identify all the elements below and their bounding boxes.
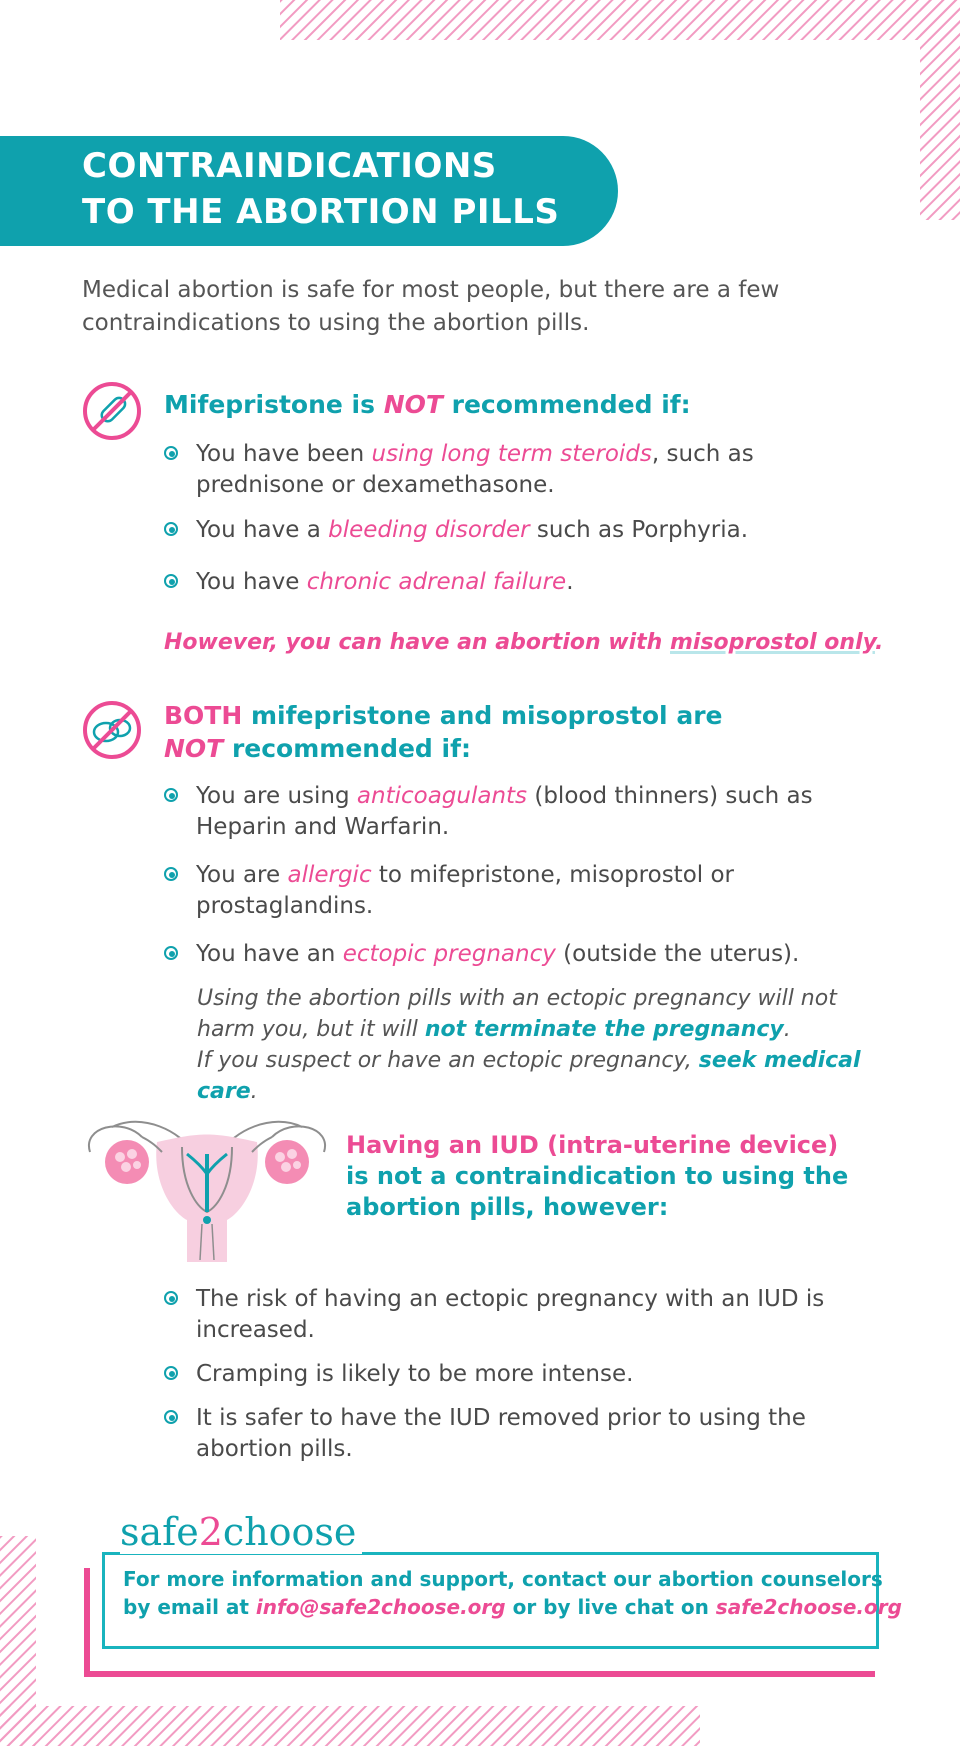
bullet-dot-icon <box>164 446 178 460</box>
contact-line-1: For more information and support, contact our abortion counselors <box>123 1567 883 1591</box>
logo-text-choose: choose <box>222 1510 357 1554</box>
note-emphasis: not terminate the pregnancy <box>424 1017 784 1042</box>
note-text: If you suspect or have an ectopic pregnancy, <box>197 1048 699 1073</box>
bullet-highlight: bleeding disorder <box>328 517 530 543</box>
section2-title-line-2 <box>164 732 471 765</box>
section1-title-post: recommended if: <box>442 390 691 419</box>
page-title-line-2: TO THE ABORTION PILLS <box>82 192 560 232</box>
misoprostol-only-emphasis: misoprostol only <box>670 630 875 655</box>
bullet-dot-icon <box>164 946 178 960</box>
bullet-text: Cramping is likely to be more intense. <box>196 1361 634 1387</box>
section1-list <box>164 439 864 598</box>
iud-heading-pink: Having an IUD (intra-uterine device) <box>346 1131 839 1159</box>
list-item <box>164 1284 854 1346</box>
list-item <box>164 439 864 501</box>
bullet-text: such as Porphyria. <box>529 517 749 543</box>
page-title-line-1: CONTRAINDICATIONS <box>82 146 497 186</box>
bullet-text: You have <box>196 569 307 595</box>
bullet-dot-icon <box>164 1410 178 1424</box>
bullet-highlight: using long term steroids <box>371 441 652 467</box>
section2-title-post: recommended if: <box>223 734 471 763</box>
bullet-dot-icon <box>164 1291 178 1305</box>
ectopic-note <box>197 983 897 1107</box>
bullet-dot-icon <box>164 1366 178 1380</box>
contact-box <box>102 1552 902 1649</box>
bullet-text: You have been <box>196 441 372 467</box>
however-text: However, you can have an abortion with <box>164 630 670 655</box>
safe2choose-logo <box>120 1510 362 1554</box>
list-item <box>164 781 874 843</box>
bullet-text: . <box>566 569 574 595</box>
list-item <box>164 1359 854 1390</box>
bullet-text: to mifepristone, misoprostol or prostaglandins. <box>196 862 734 919</box>
bullet-dot-icon <box>164 788 178 802</box>
bullet-highlight: allergic <box>287 862 372 888</box>
bullet-text: You have a <box>196 517 329 543</box>
intro-text: Medical abortion is safe for most people, but there are a few contraindications to using the abortion pills. <box>82 277 780 336</box>
bullet-text: You are using <box>196 783 357 809</box>
bullet-highlight: ectopic pregnancy <box>342 941 556 967</box>
note-text: . <box>250 1079 258 1104</box>
section2-title-line-1 <box>164 699 723 732</box>
list-item <box>164 1403 854 1465</box>
website-link[interactable]: safe2choose.org <box>715 1595 902 1619</box>
note-emphasis: seek medical care <box>197 1048 861 1104</box>
section1-title-not: NOT <box>383 390 443 419</box>
section1-title <box>164 388 691 421</box>
bullet-text: , such as prednisone or dexamethasone. <box>196 441 754 498</box>
section1-title-pre: Mifepristone is <box>164 390 384 419</box>
title-banner <box>0 136 618 246</box>
section2-title-rest: mifepristone and misoprostol are <box>242 701 723 730</box>
section2-list <box>164 781 874 970</box>
iud-list <box>164 1284 854 1465</box>
contact-line-2 <box>123 1595 902 1619</box>
bullet-dot-icon <box>164 574 178 588</box>
bullet-dot-icon <box>164 867 178 881</box>
bullet-highlight: chronic adrenal failure <box>306 569 567 595</box>
bullet-text: It is safer to have the IUD removed prior to using the abortion pills. <box>196 1405 806 1462</box>
uterus-iud-illustration <box>82 1112 332 1262</box>
bullet-text: (outside the uterus). <box>555 941 800 967</box>
iud-heading <box>346 1130 866 1223</box>
list-item <box>164 860 874 922</box>
note-text: Using the abortion pills with an ectopic pregnancy will not harm you, but it will <box>197 986 837 1042</box>
no-pills-icon <box>82 700 142 760</box>
bullet-text: You are <box>196 862 288 888</box>
no-pill-icon <box>82 381 142 441</box>
iud-heading-rest: is not a contraindication to using the abortion pills, however: <box>346 1162 849 1221</box>
logo-text-safe: safe <box>120 1510 199 1554</box>
contact-text: by email at <box>123 1595 256 1619</box>
bullet-text: You have an <box>196 941 343 967</box>
however-end: . <box>874 630 884 655</box>
list-item <box>164 939 874 970</box>
note-text: . <box>783 1017 791 1042</box>
bullet-text: (blood thinners) such as Heparin and Warfarin. <box>196 783 813 840</box>
list-item <box>164 515 864 546</box>
contact-text: or by live chat on <box>505 1595 716 1619</box>
misoprostol-only-note <box>164 630 883 655</box>
bullet-highlight: anticoagulants <box>356 783 528 809</box>
section2-title-both: BOTH <box>164 701 243 730</box>
email-link[interactable]: info@safe2choose.org <box>255 1595 506 1619</box>
section2-title-not: NOT <box>164 734 224 763</box>
logo-text-two: 2 <box>198 1510 223 1554</box>
bullet-dot-icon <box>164 522 178 536</box>
list-item <box>164 567 864 598</box>
bullet-text: The risk of having an ectopic pregnancy with an IUD is increased. <box>196 1286 825 1343</box>
